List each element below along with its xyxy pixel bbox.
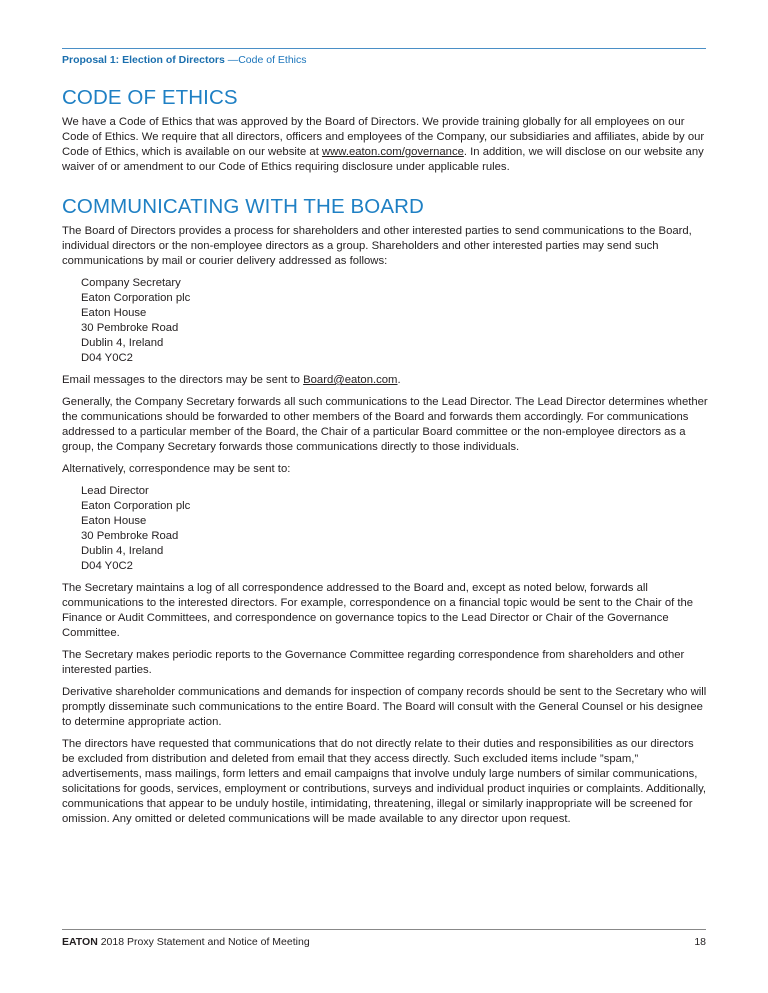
communicating-heading: COMMUNICATING WITH THE BOARD — [62, 195, 424, 218]
address-lead-director — [81, 484, 708, 574]
excluded-paragraph: The directors have requested that communications that do not directly relate to their duties and responsibilities as our directors be excluded from distribution and deleted from email that they access directly. Such excluded items include ”spam,” advertisements, mass mailings, form letters and email campaigns that involve unduly large numbers of similar communications, solicitations for goods, services, employment or contributions, surveys and individual product inquiries or complaints. Additionally, communications that appear to be unduly hostile, intimidating, threatening, illegal or similarly inappropriate will be screened for omission. Any omitted or deleted communications will be made available to any director upon request. — [62, 738, 707, 825]
email-paragraph: Email messages to the directors may be sent to Board@eaton.com. — [62, 374, 401, 386]
page-footer — [62, 929, 706, 948]
governance-link[interactable]: www.eaton.com/governance — [321, 146, 464, 158]
derivative-paragraph: Derivative shareholder communications and demands for inspection of company records should be sent to the Secretary who will promptly disseminate such communications to the entire Board. The Board will consult with the General Counsel or his designee to determine appropriate action. — [62, 686, 707, 728]
page-number: 18 — [694, 936, 706, 948]
address-line: 30 Pembroke Road — [81, 322, 179, 334]
address-line: Eaton House — [81, 307, 147, 319]
code-of-ethics-heading: CODE OF ETHICS — [62, 86, 238, 109]
communicating-intro: The Board of Directors provides a process for shareholders and other interested parties to send communications to the Board, individual directors or the non-employee directors as a group. Shareholders and other interested parties may send such communications by mail or courier delivery addressed as follows: — [62, 225, 692, 267]
address-line: Company Secretary — [81, 277, 181, 289]
address-line: Dublin 4, Ireland — [81, 337, 164, 349]
address-line: D04 Y0C2 — [81, 560, 133, 572]
code-of-ethics-paragraph: We have a Code of Ethics that was approved by the Board of Directors. We provide training globally for all employees on our Code of Ethics. We require that all directors, officers and employees of the Company, our subsidiaries and affiliates, abide by our Code of Ethics, which is available on our website at www.eaton.com/governance. In addition, we will disclose on our website any waiver of or amendment to our Code of Ethics requiring disclosure under applicable rules. — [62, 116, 705, 173]
address-line: Dublin 4, Ireland — [81, 545, 164, 557]
page-header — [62, 48, 706, 66]
reports-paragraph: The Secretary makes periodic reports to the Governance Committee regarding correspondence from shareholders and other interested parties. — [62, 649, 685, 676]
main-content — [62, 86, 708, 834]
log-paragraph: The Secretary maintains a log of all correspondence addressed to the Board and, except as noted below, forwards all communications to the interested directors. For example, correspondence on a financial topic would be sent to the Chair of the Finance or Audit Committees, and correspondence on governance topics to the Lead Director or Chair of the Governance Committee. — [62, 582, 694, 639]
address-line: 30 Pembroke Road — [81, 530, 179, 542]
address-line: Eaton Corporation plc — [81, 500, 191, 512]
footer-brand: EATON — [62, 936, 98, 948]
address-company-secretary — [81, 276, 708, 366]
board-email-link[interactable]: Board@eaton.com — [303, 374, 398, 386]
address-line: Eaton Corporation plc — [81, 292, 191, 304]
address-line: Lead Director — [81, 485, 149, 497]
footer-text: 2018 Proxy Statement and Notice of Meeting — [97, 936, 310, 948]
header-section: Proposal 1: Election of Directors — [62, 54, 225, 66]
forward-paragraph: Generally, the Company Secretary forwards all such communications to the Lead Director. The Lead Director determines whether the communications should be forwarded to other members of the Board and forwards them accordingly. For communications addressed to a particular member of the Board, the Chair of a particular Board committee or the non-employee directors as a group, the Company Secretary forwards those communications directly to those individuals. — [62, 396, 708, 453]
alternative-paragraph: Alternatively, correspondence may be sent to: — [62, 463, 291, 475]
address-line: D04 Y0C2 — [81, 352, 133, 364]
address-line: Eaton House — [81, 515, 147, 527]
header-subsection: —Code of Ethics — [224, 54, 307, 66]
